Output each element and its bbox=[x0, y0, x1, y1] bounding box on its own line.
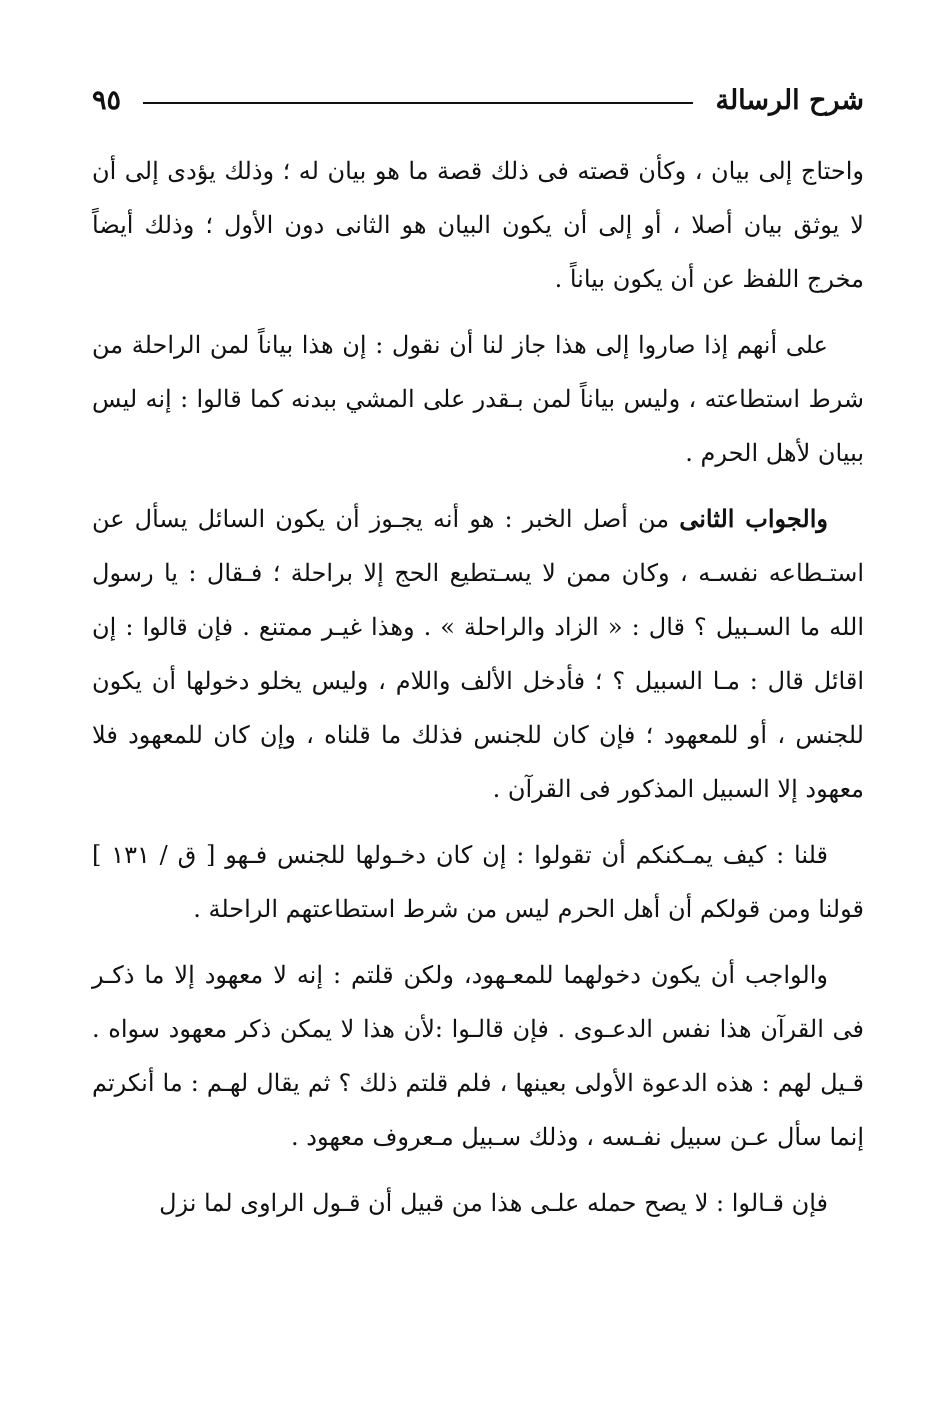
paragraph-1: واحتاج إلى بيان ، وكأن قصته فى ذلك قصة ما هو بيان له ؛ وذلك يؤدى إلى أن لا يوثق بيان أصلا ، أو إلى أن يكون البيان هو الثانى دون الأول ؛ وذلك أيضاً مخرج اللفظ عن أن يكون بياناً . bbox=[92, 157, 864, 293]
paragraph-5: والواجب أن يكون دخولهما للمعـهود، ولكن قلتم : إنه لا معهود إلا ما ذكـر فى القرآن هذا نفس الدعـوى . فإن قالـوا :لأن هذا لا يمكن ذكر معهود سواه . قـيل لهم : هذه الدعوة الأولى بعينها ، فلم قلتم ذلك ؟ ثم يقال لهـم : ما أنكرتم إنما سأل عـن سبيل نفـسه ، وذلك سـبيل مـعروف معهود . bbox=[92, 961, 864, 1151]
paragraph-3 bbox=[92, 492, 864, 816]
running-header-title: شرح الرسالة bbox=[715, 84, 864, 116]
page-number: ٩٥ bbox=[92, 84, 122, 116]
paragraph-2: على أنهم إذا صاروا إلى هذا جاز لنا أن نقول : إن هذا بياناً لمن الراحلة من شرط استطاعته ، وليس بياناً لمن بـقدر على المشي ببدنه كما قالوا : إنه ليس ببيان لأهل الحرم . bbox=[92, 331, 864, 467]
paragraph-3-text: من أصل الخبر : هو أنه يجـوز أن يكون السائل يسأل عن استـطاعه نفسـه ، وكان ممن لا يسـتطيع الحج إلا براحلة ؛ فـقال : يا رسول الله ما السـبيل ؟ قال : « الزاد والراحلة » . وهذا غيـر ممتنع . فإن قالوا : إن اقائل قال : مـا السبيل ؟ ؛ فأدخل الألف واللام ، وليس يخلو دخولها أن يكون للجنس ، أو للمعهود ؛ فإن كان للجنس فذلك ما قلناه ، وإن كان للمعهود فلا معهود إلا السبيل المذكور فى القرآن . bbox=[92, 505, 864, 803]
paragraph-3-lead-heading: والجواب الثانى bbox=[679, 504, 828, 533]
paragraph-4: قلنا : كيف يمـكنكم أن تقولوا : إن كان دخـولها للجنس فـهو [ ق / ١٣١ ] قولنا ومن قولكم أن أهل الحرم ليس من شرط استطاعتهم الراحلة . bbox=[92, 841, 864, 923]
paragraph-6: فإن قـالوا : لا يصح حمله علـى هذا من قبيل أن قـول الراوى لما نزل bbox=[159, 1189, 828, 1217]
running-header bbox=[92, 78, 864, 122]
body-text bbox=[92, 144, 864, 1242]
header-rule-divider bbox=[143, 102, 693, 104]
